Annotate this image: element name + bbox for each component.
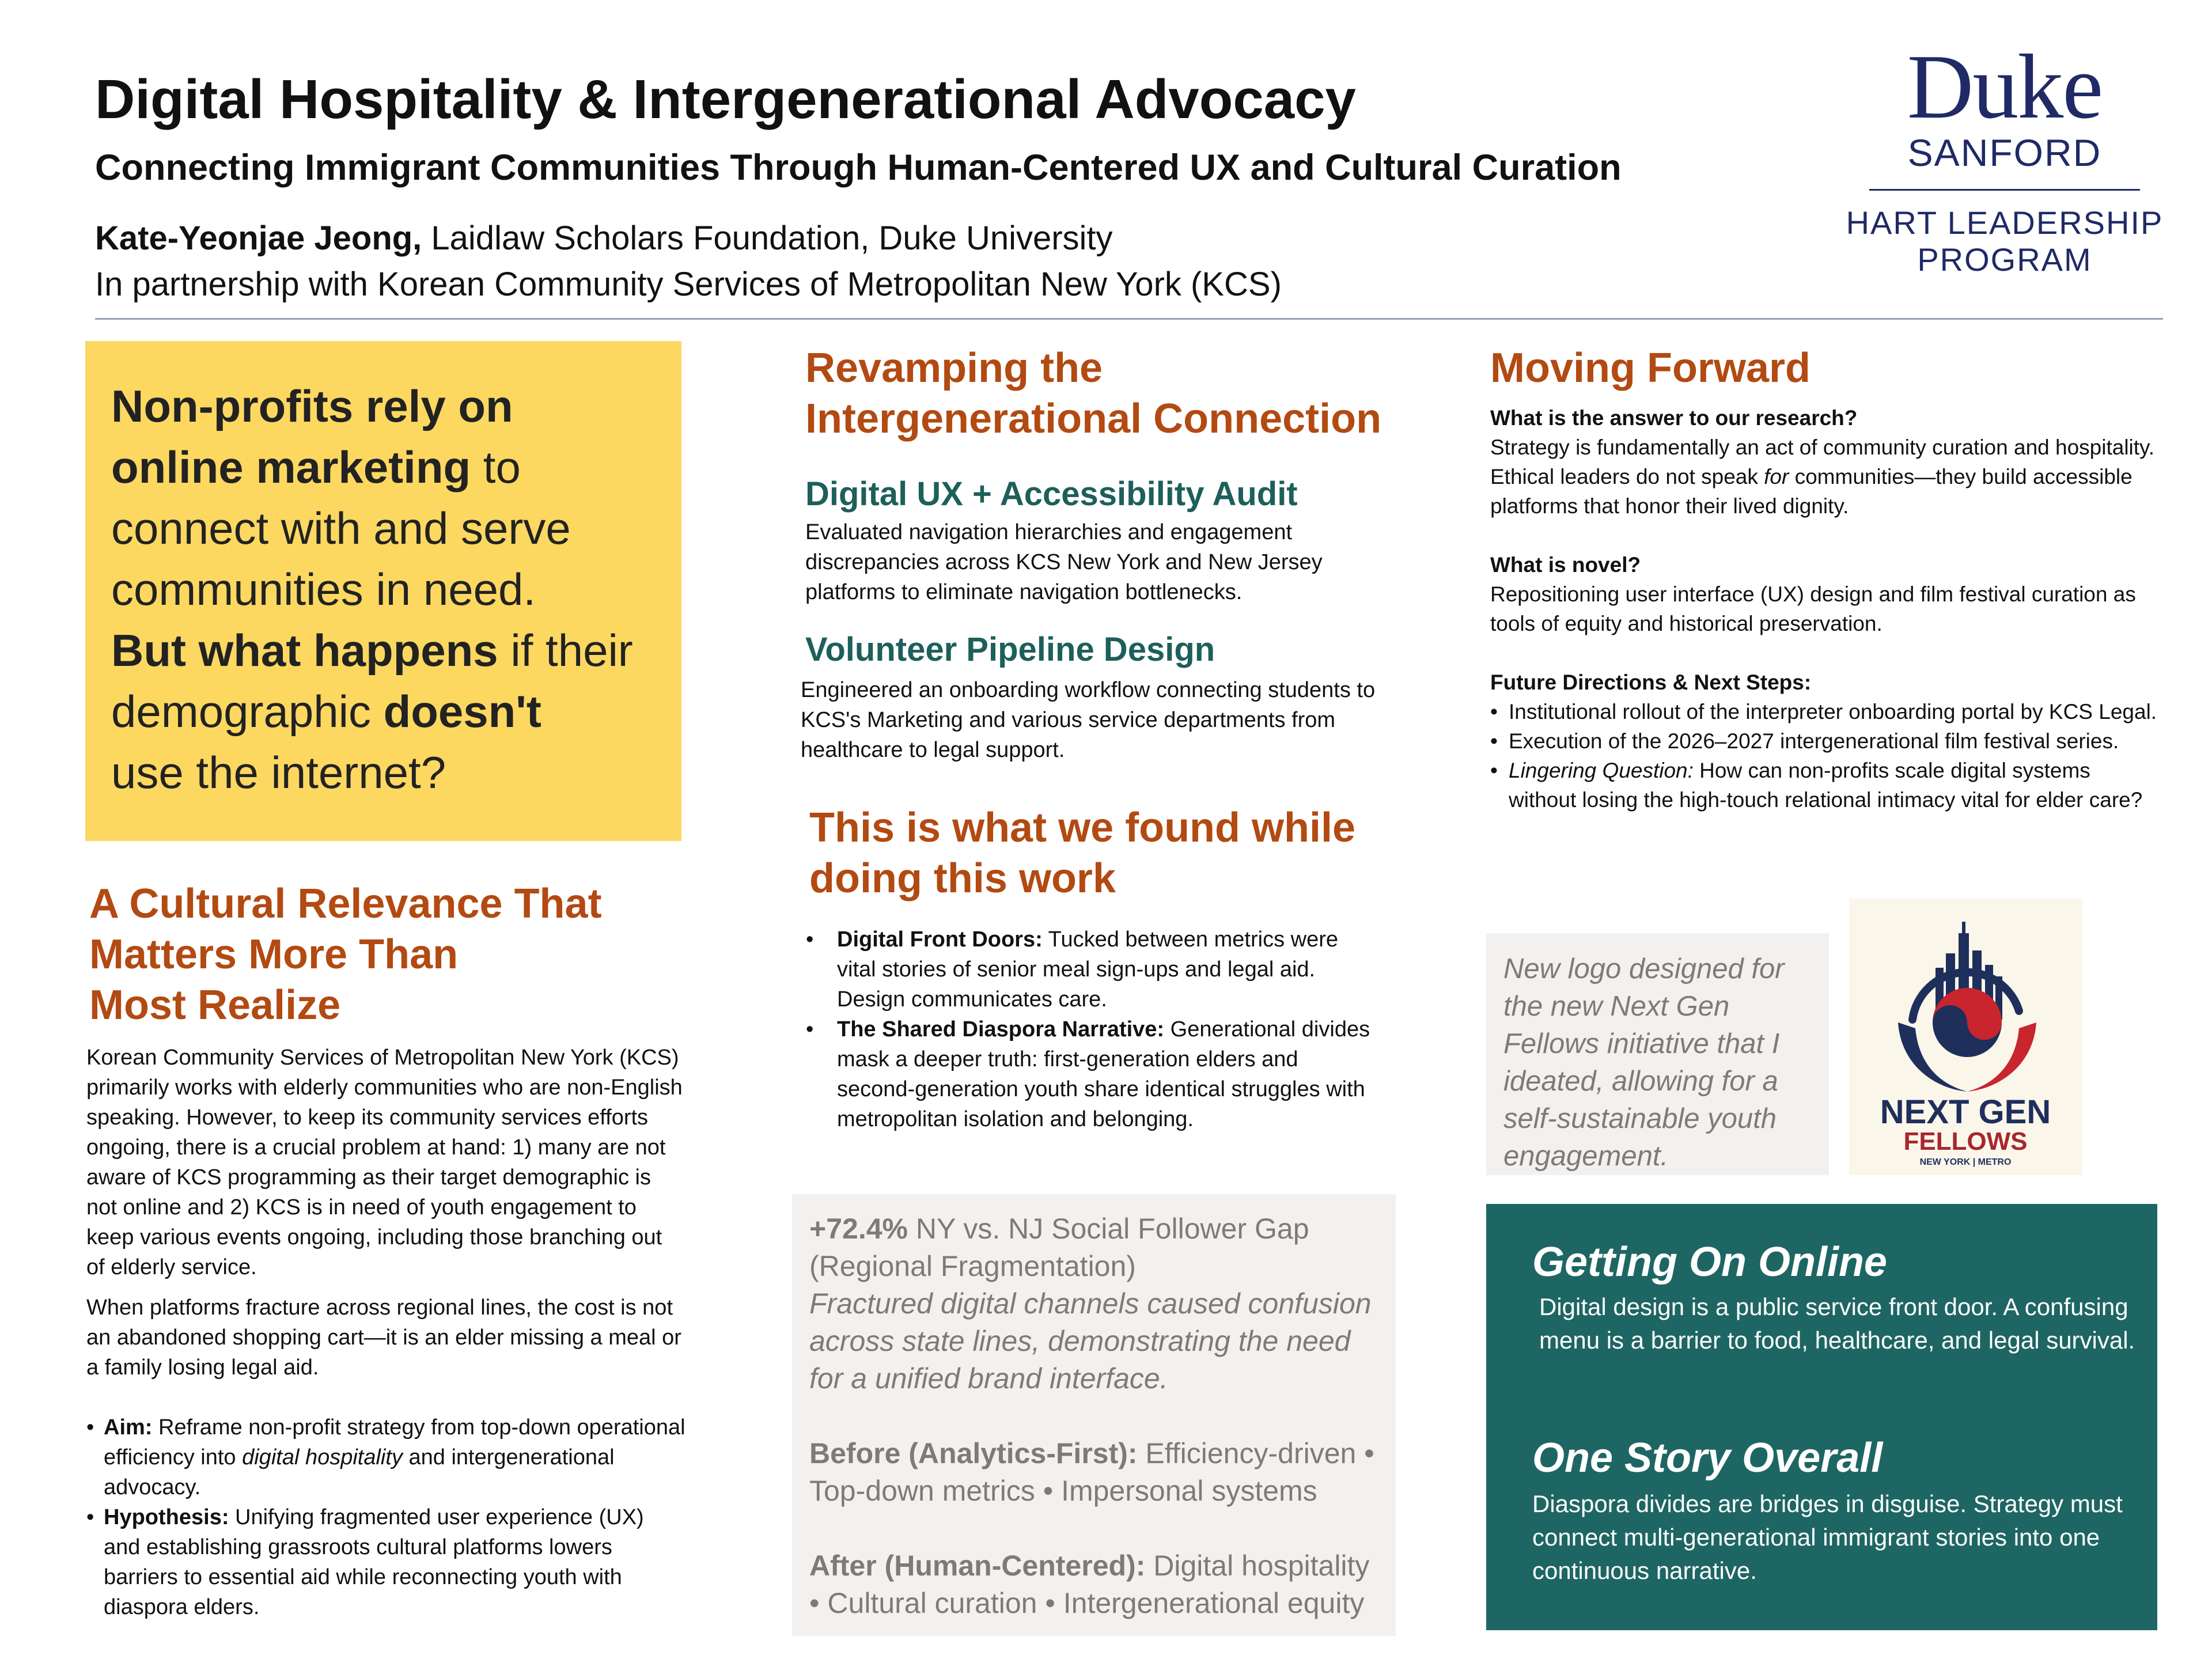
finding-label: Digital Front Doors: — [837, 927, 1043, 952]
after-label: After (Human-Centered): — [809, 1550, 1146, 1582]
hook-t1: Non-profits rely on — [111, 381, 513, 431]
logo-caption: New logo designed for the new Next Gen Fellows initiative that I ideated, allowing for a self-sustainable youth engagement. — [1503, 953, 1785, 1172]
hook-t4: But what happens — [111, 625, 498, 676]
logo-ny-metro-text: NEW YORK | METRO — [1919, 1157, 2012, 1167]
hook-t6: doesn't — [383, 686, 541, 737]
answer-a: Strategy is fundamentally an act of community curation and hospitality. Ethical leaders do not speak — [1490, 435, 2155, 488]
stat-value: +72.4% — [809, 1213, 908, 1245]
cultural-relevance-body — [86, 1043, 685, 1622]
volunteer-pipeline-heading: Volunteer Pipeline Design — [805, 631, 1215, 668]
finding-label: The Shared Diaspora Narrative: — [837, 1017, 1165, 1041]
logo-sanford-text: SANFORD — [1907, 131, 2102, 174]
stat-text: NY vs. NJ Social Follower Gap (Regional Fragmentation) — [809, 1213, 1309, 1282]
moving-forward-heading: Moving Forward — [1490, 345, 1810, 391]
finding-text: Generational divides mask a deeper truth: first-generation elders and second-generation youth share identical struggles with metropolitan isolation and belonging. — [837, 1017, 1370, 1131]
finding-text: Tucked between metrics were vital stories of senior meal sign-ups and legal aid. Design communicates care. — [837, 927, 1338, 1012]
hook-t7: use the internet? — [111, 747, 446, 798]
header-divider — [95, 318, 2163, 320]
after-text: Digital hospitality • Cultural curation • Intergenerational equity — [809, 1550, 1370, 1619]
list-item — [804, 1014, 1380, 1134]
aim-hypothesis-list — [86, 1412, 685, 1622]
findings-list — [804, 925, 1380, 1134]
revamping-heading: Revamping the Intergenerational Connection — [805, 345, 1382, 442]
platforms-paragraph: When platforms fracture across regional lines, the cost is not an abandoned shopping cart—it is an elder missing a meal or a family losing legal aid. — [86, 1296, 681, 1380]
answer-em: for — [1764, 465, 1789, 488]
poster-subtitle: Connecting Immigrant Communities Through Human-Centered UX and Cultural Curation — [95, 147, 1622, 188]
one-story-heading: One Story Overall — [1532, 1435, 1883, 1481]
getting-online-heading: Getting On Online — [1532, 1239, 1887, 1285]
list-item — [1490, 756, 2158, 815]
takeaways-box — [1486, 1204, 2157, 1630]
logo-next-gen-text: NEXT GEN — [1880, 1093, 2051, 1131]
hypothesis-label: Hypothesis: — [104, 1505, 229, 1529]
answer-b: communities—they build accessible platforms that honor their lived dignity. — [1490, 465, 2133, 518]
before-text: Efficiency-driven • Top-down metrics • Impersonal systems — [809, 1437, 1374, 1507]
aim-text-em: digital hospitality — [242, 1445, 403, 1469]
logo-duke-text: Duke — [1907, 35, 2103, 138]
list-item: • Execution of the 2026–2027 intergenerational film festival series. — [1490, 726, 2158, 756]
answer-research — [1490, 433, 2158, 521]
before-line — [809, 1435, 1378, 1510]
aim-text-a: Reframe non-profit strategy from top-down operational efficiency into — [104, 1415, 685, 1469]
duke-sanford-logo — [1832, 35, 2177, 276]
list-item — [86, 1412, 685, 1502]
list-item: • Institutional rollout of the interpreter onboarding portal by KCS Legal. — [1490, 697, 2158, 726]
author-name: Kate-Yeonjae Jeong, — [95, 219, 422, 257]
logo-fellows-text: FELLOWS — [1903, 1127, 2028, 1156]
one-story-body: Diaspora divides are bridges in disguise. Strategy must connect multi-generational immigrant stories into one continuous narrative. — [1532, 1490, 2123, 1584]
answer-novel: Repositioning user interface (UX) design and film festival curation as tools of equity and historical preservation. — [1490, 582, 2136, 635]
next-gen-fellows-logo — [1849, 899, 2082, 1175]
question-future: Future Directions & Next Steps: — [1490, 671, 1812, 694]
moving-forward-body — [1490, 403, 2158, 815]
logo-hart-line2: PROGRAM — [1917, 241, 2092, 278]
author-line — [95, 219, 1113, 257]
aim-text-b: and intergenerational advocacy. — [104, 1445, 615, 1499]
author-affiliation: Laidlaw Scholars Foundation, Duke University — [422, 219, 1113, 257]
kcs-paragraph: Korean Community Services of Metropolitan New York (KCS) primarily works with elderly communities who are non-English speaking. However, to keep its community services efforts ongoing, there is a crucial problem at hand: 1) many are not aware of KCS programming as their target demographic is not online and 2) KCS is in need of youth engagement to keep various events ongoing, including those branching out of elderly service. — [86, 1046, 683, 1279]
logo-divider — [1869, 189, 2140, 191]
next-gen-fellows-emblem — [1849, 899, 2082, 1175]
getting-online-body: Digital design is a public service front door. A confusing menu is a barrier to food, healthcare, and legal survival. — [1539, 1293, 2135, 1354]
stats-box — [792, 1194, 1396, 1636]
volunteer-pipeline-body: Engineered an onboarding workflow connecting students to KCS's Marketing and various service departments from healthcare to legal support. — [801, 678, 1376, 762]
list-item — [86, 1502, 685, 1622]
findings-heading: This is what we found while doing this work — [809, 805, 1356, 902]
stat-line — [809, 1210, 1378, 1285]
logo-hart-line1: HART LEADERSHIP — [1846, 204, 2164, 241]
hook-box — [85, 341, 681, 841]
logo-caption-box — [1486, 933, 1829, 1175]
lingering-text: How can non-profits scale digital systems without losing the high-touch relational intimacy vital for elder care? — [1509, 759, 2143, 812]
hook-t3: to connect with and serve communities in need. — [111, 442, 571, 615]
stat-note: Fractured digital channels caused confusion across state lines, demonstrating the need for a unified brand interface. — [809, 1287, 1372, 1395]
ux-audit-heading: Digital UX + Accessibility Audit — [805, 475, 1298, 513]
lingering-label: Lingering Question: — [1509, 759, 1694, 782]
hook-t5: if their demographic — [111, 625, 633, 737]
partner-line: In partnership with Korean Community Services of Metropolitan New York (KCS) — [95, 266, 1282, 303]
question-novel: What is novel? — [1490, 553, 1641, 577]
hook-t2: online marketing — [111, 442, 471, 493]
aim-label: Aim: — [104, 1415, 153, 1440]
list-item — [804, 925, 1380, 1014]
hypothesis-text: Unifying fragmented user experience (UX) and establishing grassroots cultural platforms lowers barriers to essential aid while reconnecting youth with diaspora elders. — [104, 1505, 644, 1619]
after-line — [809, 1547, 1378, 1622]
cultural-relevance-heading: A Cultural Relevance That Matters More Than Most Realize — [89, 881, 602, 1028]
before-label: Before (Analytics-First): — [809, 1437, 1138, 1469]
future-list — [1490, 697, 2158, 815]
hook-text — [111, 376, 658, 803]
ux-audit-body: Evaluated navigation hierarchies and engagement discrepancies across KCS New York and New Jersey platforms to eliminate navigation bottlenecks. — [805, 520, 1323, 604]
poster-title: Digital Hospitality & Intergenerational Advocacy — [95, 69, 1356, 130]
question-answer-research: What is the answer to our research? — [1490, 406, 1858, 430]
